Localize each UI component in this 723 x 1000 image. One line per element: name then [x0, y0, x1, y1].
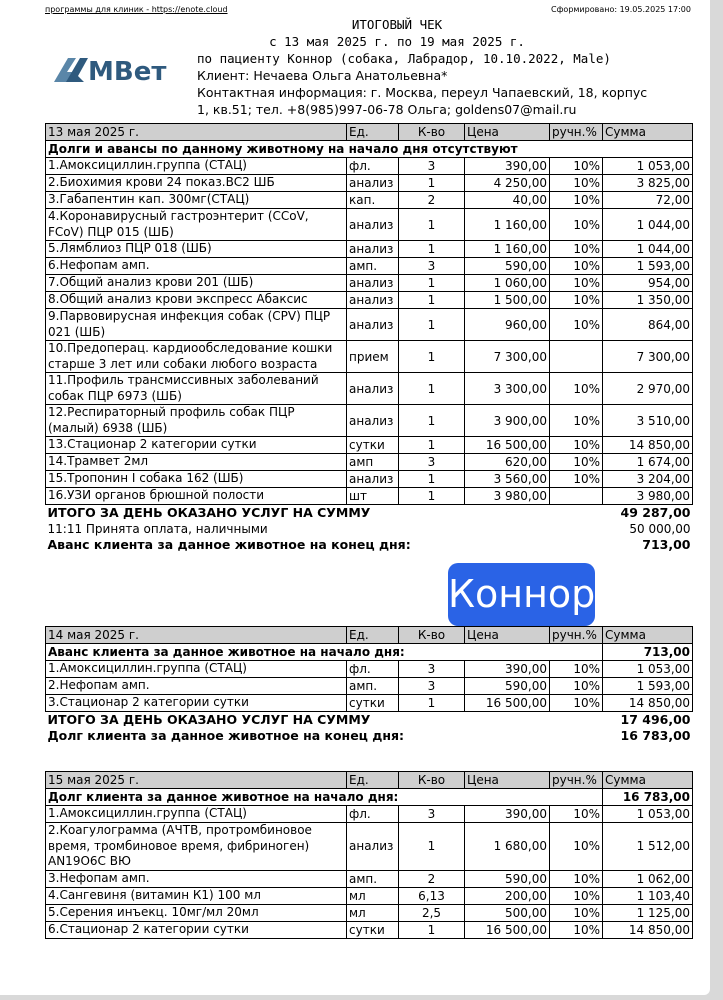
- day-date: 14 мая 2025 г.: [46, 627, 347, 644]
- service-price: 4 250,00: [465, 175, 550, 192]
- service-unit: амп: [347, 454, 399, 471]
- table-row: [46, 192, 693, 209]
- service-discount: 10%: [550, 373, 603, 405]
- service-price: 390,00: [465, 661, 550, 678]
- service-unit: фл.: [347, 158, 399, 175]
- service-unit: сутки: [347, 437, 399, 454]
- col-price: Цена: [465, 772, 550, 789]
- table-row: [46, 405, 693, 437]
- service-name: 7.Общий анализ крови 201 (ШБ): [46, 275, 347, 292]
- service-sum: 1 125,00: [603, 904, 693, 921]
- service-price: 16 500,00: [465, 921, 550, 938]
- service-sum: 7 300,00: [603, 341, 693, 373]
- service-unit: фл.: [347, 661, 399, 678]
- service-price: 3 300,00: [465, 373, 550, 405]
- service-price: 1 500,00: [465, 292, 550, 309]
- service-qty: 1: [399, 309, 465, 341]
- service-price: 960,00: [465, 309, 550, 341]
- table-row: [46, 309, 693, 341]
- service-sum: 3 825,00: [603, 175, 693, 192]
- service-name: 10.Предоперац. кардиообследование кошки старше 3 лет или собаки любого возраста: [46, 341, 347, 373]
- service-name: 16.УЗИ органов брюшной полости: [46, 488, 347, 505]
- table-row: [46, 158, 693, 175]
- service-qty: 1: [399, 241, 465, 258]
- service-name: 4.Сангевиня (витамин К1) 100 мл: [46, 887, 347, 904]
- service-qty: 1: [399, 823, 465, 871]
- service-unit: мл: [347, 904, 399, 921]
- service-qty: 1: [399, 341, 465, 373]
- service-qty: 1: [399, 373, 465, 405]
- service-price: 200,00: [465, 887, 550, 904]
- service-discount: 10%: [550, 454, 603, 471]
- service-qty: 1: [399, 405, 465, 437]
- service-qty: 3: [399, 454, 465, 471]
- service-qty: 1: [399, 695, 465, 712]
- service-qty: 3: [399, 661, 465, 678]
- service-name: 15.Тропонин I собака 162 (ШБ): [46, 471, 347, 488]
- service-sum: 1 512,00: [603, 823, 693, 871]
- col-discount: ручн.%: [550, 772, 603, 789]
- table-row: [46, 454, 693, 471]
- service-sum: 1 044,00: [603, 241, 693, 258]
- service-discount: 10%: [550, 175, 603, 192]
- table-row: [46, 373, 693, 405]
- service-discount: 10%: [550, 209, 603, 241]
- service-qty: 2: [399, 192, 465, 209]
- table-row: [46, 887, 693, 904]
- contact-info-1: Контактная информация: г. Москва, переул Чапаевский, 18, корпус: [197, 85, 648, 100]
- col-unit: Ед.: [347, 124, 399, 141]
- service-sum: 1 062,00: [603, 870, 693, 887]
- contact-info-2: 1, кв.51; тел. +8(985)997-06-78 Ольга; goldens07@mail.ru: [197, 102, 577, 117]
- service-price: 3 980,00: [465, 488, 550, 505]
- service-qty: 2,5: [399, 904, 465, 921]
- service-unit: сутки: [347, 695, 399, 712]
- table-row: [46, 258, 693, 275]
- col-unit: Ед.: [347, 627, 399, 644]
- service-price: 3 560,00: [465, 471, 550, 488]
- table-row: [46, 437, 693, 454]
- receipt-title: ИТОГОВЫЙ ЧЕК: [351, 17, 443, 32]
- service-qty: 3: [399, 258, 465, 275]
- table-row: [46, 275, 693, 292]
- col-price: Цена: [465, 124, 550, 141]
- service-discount: 10%: [550, 695, 603, 712]
- receipt-period: с 13 мая 2025 г. по 19 мая 2025 г.: [269, 34, 525, 49]
- service-discount: 10%: [550, 921, 603, 938]
- service-qty: 1: [399, 175, 465, 192]
- table-row: [46, 695, 693, 712]
- service-discount: 10%: [550, 292, 603, 309]
- table-row: [46, 904, 693, 921]
- service-qty: 1: [399, 471, 465, 488]
- table-row: [46, 471, 693, 488]
- service-sum: 1 053,00: [603, 661, 693, 678]
- col-sum: Сумма: [603, 627, 693, 644]
- service-discount: 10%: [550, 309, 603, 341]
- service-discount: 10%: [550, 405, 603, 437]
- service-name: 2.Нефопам амп.: [46, 678, 347, 695]
- col-unit: Ед.: [347, 772, 399, 789]
- day-date: 15 мая 2025 г.: [46, 772, 347, 789]
- service-qty: 6,13: [399, 887, 465, 904]
- service-discount: 10%: [550, 904, 603, 921]
- closing-balance-value: 16 783,00: [620, 728, 691, 743]
- service-qty: 1: [399, 437, 465, 454]
- payment-label: 11:11 Принята оплата, наличными: [47, 522, 268, 536]
- closing-balance-label: Долг клиента за данное животное на конец дня:: [47, 728, 405, 743]
- service-discount: 10%: [550, 887, 603, 904]
- service-discount: 10%: [550, 471, 603, 488]
- opening-balance-label: Долг клиента за данное животное на начало дня:: [46, 789, 603, 806]
- service-name: 6.Стационар 2 категории сутки: [46, 921, 347, 938]
- day-date: 13 мая 2025 г.: [46, 124, 347, 141]
- service-sum: 1 053,00: [603, 806, 693, 823]
- table-row: [46, 175, 693, 192]
- service-sum: 72,00: [603, 192, 693, 209]
- service-price: 7 300,00: [465, 341, 550, 373]
- service-unit: анализ: [347, 292, 399, 309]
- service-qty: 1: [399, 275, 465, 292]
- col-qty: К-во: [399, 772, 465, 789]
- col-discount: ручн.%: [550, 627, 603, 644]
- service-sum: 3 204,00: [603, 471, 693, 488]
- generated-date: Сформировано: 19.05.2025 17:00: [551, 5, 691, 14]
- service-name: 3.Габапентин кап. 300мг(СТАЦ): [46, 192, 347, 209]
- service-price: 620,00: [465, 454, 550, 471]
- client-name: Клиент: Нечаева Ольга Анатольевна*: [197, 68, 448, 83]
- service-qty: 2: [399, 870, 465, 887]
- svg-text:МВет: МВет: [88, 57, 167, 84]
- service-unit: анализ: [347, 275, 399, 292]
- service-price: 390,00: [465, 158, 550, 175]
- day-total-value: 17 496,00: [620, 712, 691, 727]
- service-price: 500,00: [465, 904, 550, 921]
- service-sum: 2 970,00: [603, 373, 693, 405]
- closing-balance-label: Аванс клиента за данное животное на конец дня:: [47, 537, 411, 552]
- service-name: 8.Общий анализ крови экспресс Абаксис: [46, 292, 347, 309]
- service-price: 16 500,00: [465, 437, 550, 454]
- service-discount: 10%: [550, 241, 603, 258]
- service-unit: амп.: [347, 258, 399, 275]
- day-total-label: ИТОГО ЗА ДЕНЬ ОКАЗАНО УСЛУГ НА СУММУ: [47, 505, 371, 520]
- service-sum: 1 674,00: [603, 454, 693, 471]
- service-discount: 10%: [550, 823, 603, 871]
- service-sum: 1 593,00: [603, 258, 693, 275]
- table-row: [46, 209, 693, 241]
- service-discount: [550, 341, 603, 373]
- table-row: [46, 292, 693, 309]
- day-table-13-may: [45, 123, 693, 553]
- service-qty: 3: [399, 806, 465, 823]
- table-row: [46, 341, 693, 373]
- service-sum: 1 044,00: [603, 209, 693, 241]
- service-name: 13.Стационар 2 категории сутки: [46, 437, 347, 454]
- service-qty: 1: [399, 209, 465, 241]
- service-unit: анализ: [347, 373, 399, 405]
- service-name: 1.Амоксициллин.группа (СТАЦ): [46, 806, 347, 823]
- service-name: 2.Коагулограмма (АЧТВ, протромбиновое время, тромбиновое время, фибриноген) AN19О6С ВЮ: [46, 823, 347, 871]
- table-row: [46, 241, 693, 258]
- service-unit: анализ: [347, 175, 399, 192]
- service-unit: анализ: [347, 471, 399, 488]
- service-unit: амп.: [347, 678, 399, 695]
- service-sum: 864,00: [603, 309, 693, 341]
- table-row: [46, 488, 693, 505]
- service-name: 1.Амоксициллин.группа (СТАЦ): [46, 661, 347, 678]
- service-discount: 10%: [550, 275, 603, 292]
- service-unit: анализ: [347, 241, 399, 258]
- service-price: 16 500,00: [465, 695, 550, 712]
- service-name: 3.Стационар 2 категории сутки: [46, 695, 347, 712]
- day-total-value: 49 287,00: [620, 505, 691, 520]
- service-price: 1 060,00: [465, 275, 550, 292]
- opening-balance-value: 16 783,00: [603, 789, 693, 806]
- service-price: 590,00: [465, 870, 550, 887]
- service-price: 40,00: [465, 192, 550, 209]
- table-row: [46, 806, 693, 823]
- service-name: 11.Профиль трансмиссивных заболеваний собак ПЦР 6973 (ШБ): [46, 373, 347, 405]
- table-row: [46, 661, 693, 678]
- service-sum: 14 850,00: [603, 921, 693, 938]
- patient-info: по пациенту Коннор (собака, Лабрадор, 10.10.2022, Male): [197, 51, 611, 66]
- receipt-header: [197, 16, 697, 118]
- service-name: 1.Амоксициллин.группа (СТАЦ): [46, 158, 347, 175]
- service-price: 1 680,00: [465, 823, 550, 871]
- col-qty: К-во: [399, 124, 465, 141]
- opening-balance-value: 713,00: [603, 644, 693, 661]
- service-price: 1 160,00: [465, 241, 550, 258]
- col-price: Цена: [465, 627, 550, 644]
- service-discount: 10%: [550, 806, 603, 823]
- service-name: 9.Парвовирусная инфекция собак (CPV) ПЦР 021 (ШБ): [46, 309, 347, 341]
- service-unit: анализ: [347, 209, 399, 241]
- service-price: 590,00: [465, 678, 550, 695]
- col-sum: Сумма: [603, 772, 693, 789]
- service-discount: [550, 488, 603, 505]
- service-name: 14.Трамвет 2мл: [46, 454, 347, 471]
- service-qty: 3: [399, 158, 465, 175]
- service-qty: 3: [399, 678, 465, 695]
- service-price: 590,00: [465, 258, 550, 275]
- closing-balance-value: 713,00: [642, 537, 691, 552]
- table-row: [46, 678, 693, 695]
- service-name: 3.Нефопам амп.: [46, 870, 347, 887]
- service-discount: 10%: [550, 437, 603, 454]
- service-discount: 10%: [550, 678, 603, 695]
- service-name: 6.Нефопам амп.: [46, 258, 347, 275]
- service-sum: 1 053,00: [603, 158, 693, 175]
- service-discount: 10%: [550, 661, 603, 678]
- service-sum: 1 593,00: [603, 678, 693, 695]
- software-link[interactable]: программы для клиник - https://enote.cloud: [45, 5, 228, 14]
- service-unit: анализ: [347, 823, 399, 871]
- opening-balance: Долги и авансы по данному животному на начало дня отсутствуют: [46, 141, 693, 158]
- service-discount: 10%: [550, 870, 603, 887]
- service-unit: анализ: [347, 405, 399, 437]
- service-qty: 1: [399, 292, 465, 309]
- service-name: 2.Биохимия крови 24 показ.ВС2 ШБ: [46, 175, 347, 192]
- service-price: 1 160,00: [465, 209, 550, 241]
- service-price: 390,00: [465, 806, 550, 823]
- opening-balance-label: Аванс клиента за данное животное на начало дня:: [46, 644, 603, 661]
- service-discount: 10%: [550, 192, 603, 209]
- service-unit: анализ: [347, 309, 399, 341]
- payment-value: 50 000,00: [629, 522, 691, 536]
- clinic-logo: [54, 54, 186, 84]
- day-table-14-may: [45, 626, 693, 744]
- table-row: [46, 823, 693, 871]
- col-qty: К-во: [399, 627, 465, 644]
- service-sum: 3 980,00: [603, 488, 693, 505]
- service-qty: 1: [399, 921, 465, 938]
- table-row: [46, 870, 693, 887]
- service-sum: 1 350,00: [603, 292, 693, 309]
- service-qty: 1: [399, 488, 465, 505]
- service-sum: 14 850,00: [603, 437, 693, 454]
- col-sum: Сумма: [603, 124, 693, 141]
- service-discount: 10%: [550, 158, 603, 175]
- table-row: [46, 921, 693, 938]
- service-unit: сутки: [347, 921, 399, 938]
- col-discount: ручн.%: [550, 124, 603, 141]
- service-discount: 10%: [550, 258, 603, 275]
- service-sum: 3 510,00: [603, 405, 693, 437]
- patient-name-badge: Коннор: [448, 563, 595, 626]
- service-name: 5.Серения инъекц. 10мг/мл 20мл: [46, 904, 347, 921]
- day-table-15-may: [45, 771, 693, 939]
- service-price: 3 900,00: [465, 405, 550, 437]
- service-unit: шт: [347, 488, 399, 505]
- service-unit: амп.: [347, 870, 399, 887]
- service-name: 4.Коронавирусный гастроэнтерит (CCoV, FCoV) ПЦР 015 (ШБ): [46, 209, 347, 241]
- service-unit: фл.: [347, 806, 399, 823]
- day-total-label: ИТОГО ЗА ДЕНЬ ОКАЗАНО УСЛУГ НА СУММУ: [47, 712, 371, 727]
- service-sum: 1 103,40: [603, 887, 693, 904]
- service-name: 12.Респираторный профиль собак ПЦР (малый) 6938 (ШБ): [46, 405, 347, 437]
- service-sum: 954,00: [603, 275, 693, 292]
- service-name: 5.Лямблиоз ПЦР 018 (ШБ): [46, 241, 347, 258]
- service-unit: мл: [347, 887, 399, 904]
- service-unit: кап.: [347, 192, 399, 209]
- service-unit: прием: [347, 341, 399, 373]
- service-sum: 14 850,00: [603, 695, 693, 712]
